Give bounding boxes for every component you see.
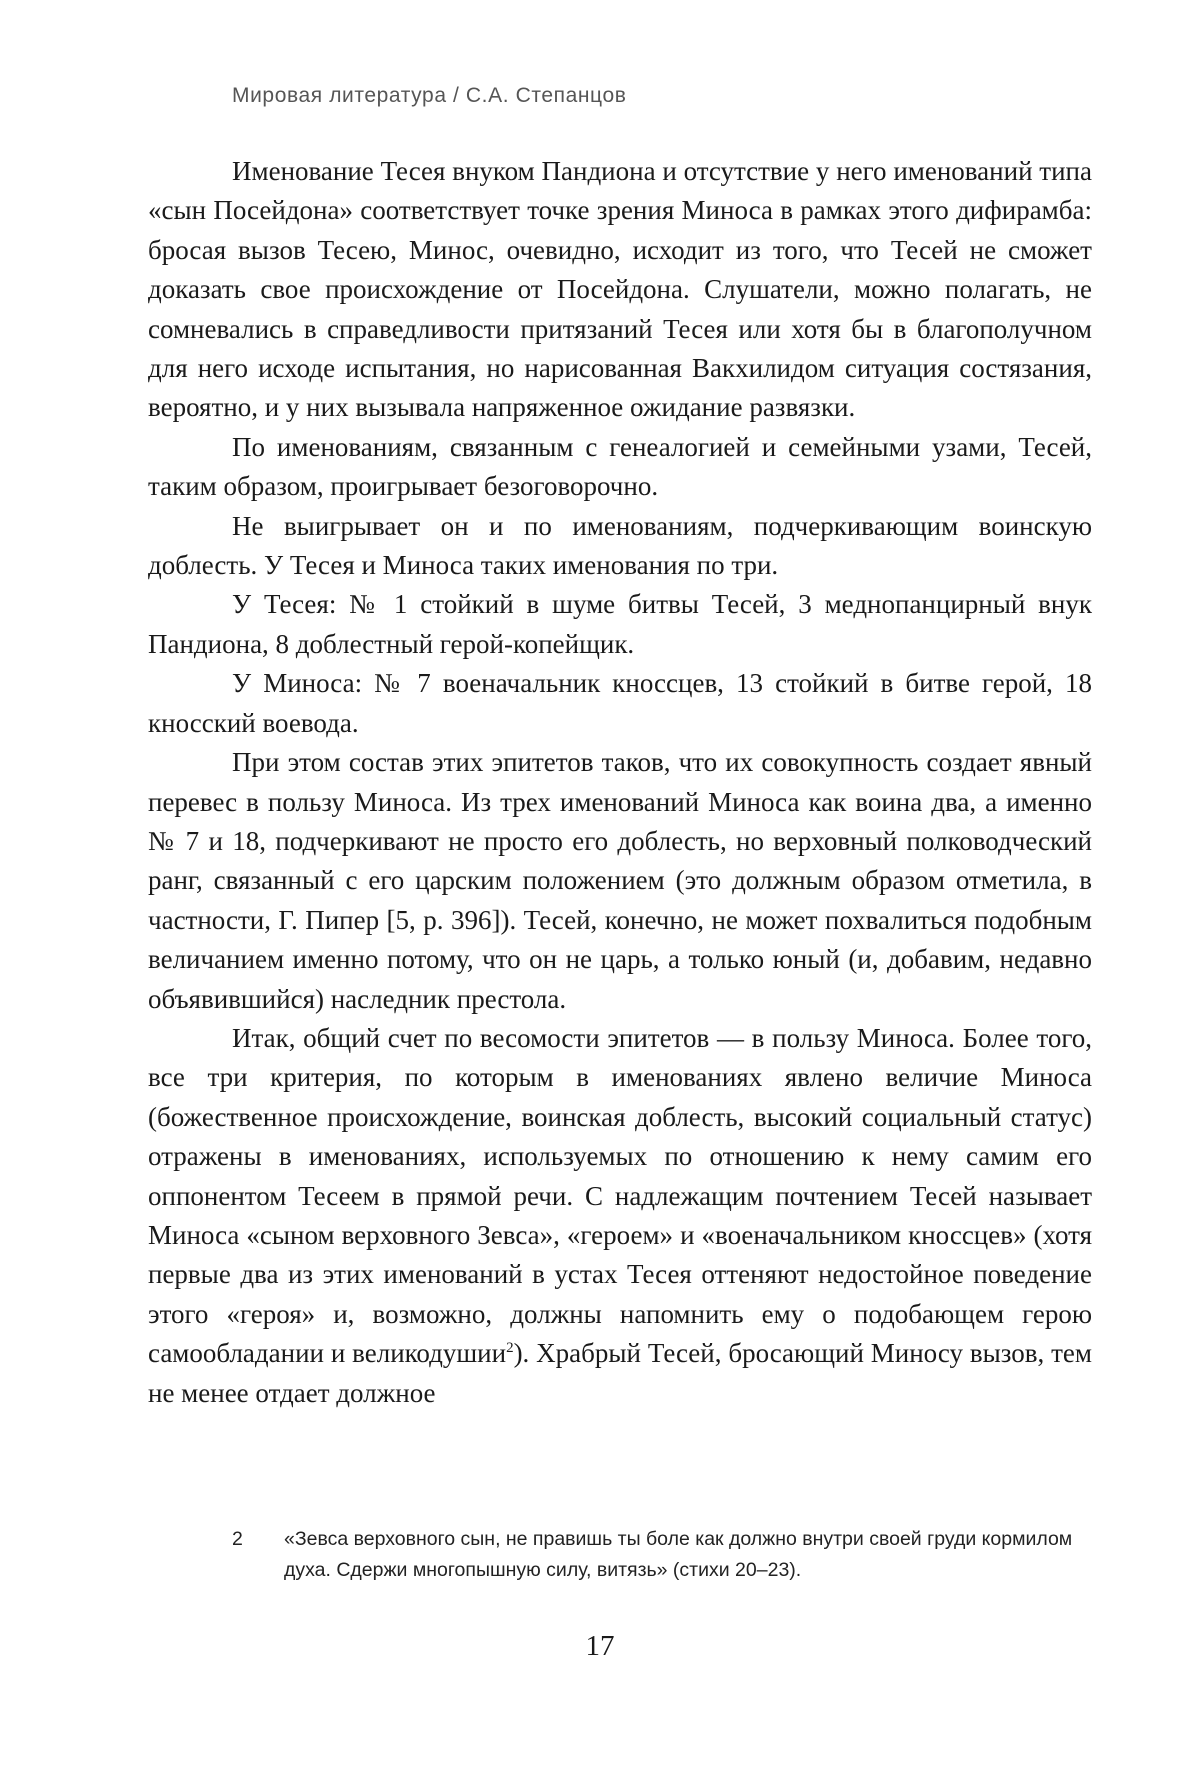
paragraph: Не выигрывает он и по именованиям, подчеркивающим воинскую доблесть. У Тесея и Миноса таких именования по три. [148,510,1092,581]
paragraph: У Тесея: № 1 стойкий в шуме битвы Тесей, 3 меднопанцирный внук Пандиона, 8 доблестный герой-копейщик. [148,589,1092,659]
page-number: 17 [585,1630,615,1662]
footnote-text: «Зевса верховного сын, не правишь ты боле как должно внутри своей груди кормилом духа. Сдержи многопышную силу, витязь» (стихи 20–23). [284,1528,1073,1581]
running-head: Мировая литература / С.А. Степанцов [232,84,627,107]
paragraph: По именованиям, связанным с генеалогией и семейными узами, Тесей, таким образом, проигрывает безоговорочно. [148,431,1092,502]
footnote [232,1524,1090,1586]
paragraph-text-continued: ). Храбрый Тесей, бросающий Миносу вызов, тем не менее отдает должное [148,1338,1092,1408]
main-text [148,152,1092,1413]
paragraph: У Миноса: № 7 военачальник кноссцев, 13 стойкий в битве герой, 18 кносский воевода. [148,668,1092,738]
paragraph: При этом состав этих эпитетов таков, что их совокупность создает явный перевес в пользу Миноса. Из трех именований Миноса как воина два, а именно № 7 и 18, подчеркивают не просто его доблесть, но верховный полководческий ранг, связанный с его царским положением (это должным образом отметила, в частности, Г. Пипер [5, p. 396]). Тесей, конечно, не может похвалиться подобным величанием именно потому, что он не царь, а только юный (и, добавим, недавно объявившийся) наследник престола. [148,747,1092,1014]
footnote-reference[interactable]: 2 [506,1340,514,1357]
paragraph-text: Итак, общий счет по весомости эпитетов — в пользу Миноса. Более того, все три критерия, по которым в именованиях явлено величие Миноса (божественное происхождение, воинская доблесть, высокий социальный статус) отражены в именованиях, используемых по отношению к нему самим его оппонентом Тесеем в прямой речи. С надлежащим почтением Тесей называет Миноса «сыном верховного Зевса», «героем» и «военачальником кноссцев» (хотя первые два из этих именований в устах Тесея оттеняют недостойное поведение этого «героя» и, возможно, должны напомнить ему о подобающем герою самообладании и великодушии [148,1022,1092,1369]
footnote-number: 2 [232,1528,243,1550]
paragraph-with-footnote [148,1019,1092,1413]
paragraph: Именование Тесея внуком Пандиона и отсутствие у него именований типа «сын Посейдона» соответствует точке зрения Миноса в рамках этого дифирамба: бросая вызов Тесею, Минос, очевидно, исходит из того, что Тесей не сможет доказать свое происхождение от Посейдона. Слушатели, можно полагать, не сомневались в справедливости притязаний Тесея или хотя бы в благополучном для него исходе испытания, но нарисованная Вакхилидом ситуация состязания, вероятно, и у них вызывала напряженное ожидание развязки. [148,156,1092,423]
